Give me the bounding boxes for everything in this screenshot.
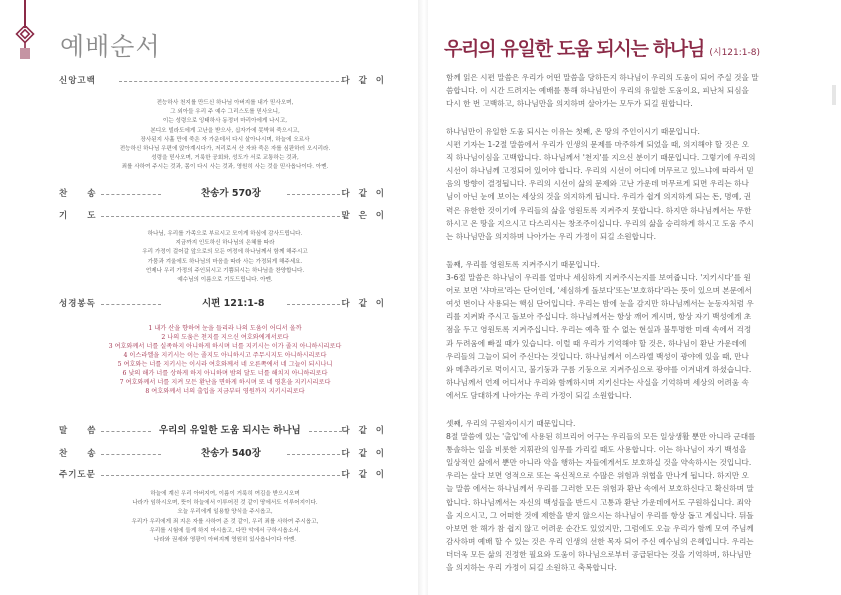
order-row-prayer bbox=[59, 209, 387, 225]
order-row-lords-prayer bbox=[59, 468, 387, 484]
lords-prayer-line: 나라가 임하시오며, 뜻이 하늘에서 이루어진 것 같이 땅에서도 이루어지이다. bbox=[132, 500, 318, 507]
sermon-title-text: 우리의 유일한 도움 되시는 하나님 bbox=[444, 38, 705, 60]
row-label: 주기도문 bbox=[59, 470, 96, 480]
sermon-line: 씀합니다. 이 시간 드려지는 예배를 통해 하나님만이 우리의 유일한 도움이요, 피난처 되심을 bbox=[446, 86, 749, 96]
row-label: 신앙고백 bbox=[59, 76, 96, 86]
sermon-line: 더더욱 모든 삶의 진정한 필요와 도움이 하나님으로부터 공급된다는 것을 기억하며, 하나님만 bbox=[446, 549, 752, 559]
lords-prayer-line: 우리를 시험에 들게 하지 마시옵고, 다만 악에서 구하시옵소서. bbox=[149, 527, 301, 534]
dashed-leader bbox=[119, 81, 344, 82]
sermon-line: 력은 유한한 것이기에 우리들의 삶을 영원토록 지켜주지 못합니다. 하지만 하나님께서는 무한 bbox=[446, 205, 752, 215]
prayer-line: 지금까지 인도하신 하나님의 은혜를 따라 bbox=[175, 240, 275, 247]
row-label: 성경봉독 bbox=[59, 299, 96, 309]
sermon-line: 음의 방향이 결정됩니다. 우리의 시선이 삶의 문제와 고난 가운데 머무르게 되면 우리는 하나 bbox=[446, 179, 749, 189]
page-fold-divider bbox=[418, 0, 428, 595]
row-content: 시편 121:1-8 bbox=[202, 298, 265, 309]
lords-prayer-line: 우리가 우리에게 죄 지은 자를 사하여 준 것 같이, 우리 죄를 사하여 주시옵고, bbox=[131, 518, 319, 525]
sermon-line: 함께 읽은 시편 말씀은 우리가 어떤 말씀을 당하든지 하나님이 우리의 도움이 되어 주실 것을 말 bbox=[446, 73, 759, 82]
sermon-line: 8절 말씀에 있는 '출입'에 사용된 히브리어 어구는 우리들의 모든 일상생활 뿐만 아니라 군대를 bbox=[446, 432, 756, 442]
sermon-line: 과 두려움에 빠질 때가 있습니다. 이럴 때 우리가 기억해야 할 것은, 하나님이 환난 가운데에 bbox=[446, 338, 747, 348]
lords-prayer-text bbox=[75, 490, 375, 545]
sermon-paragraph-second bbox=[446, 258, 796, 402]
creed-line: 장사된지 사흘 만에 죽은 자 가운데서 다시 살아나시며, 하늘에 오르사 bbox=[140, 136, 310, 143]
sermon-line: 하나님께서 언제 어디서나 우리와 함께하시며 지키신다는 사실을 기억하며 세상의 어려움 속 bbox=[446, 377, 749, 387]
sermon-line: 아보면 한 해가 참 쉽지 않고 어려운 순간도 있었지만, 그럼에도 오늘 우리가 함께 모여 주님께 bbox=[446, 523, 754, 533]
sermon-line: 다시 한 번 고백하고, 하나님만을 의지하며 살아가는 모두가 되길 원합니다. bbox=[446, 99, 693, 109]
sermon-line: 우리는 살다 보면 영적으로 또는 육신적으로 수많은 위험과 위협을 만나게 됩니다. 하지만 오 bbox=[446, 471, 749, 481]
lords-prayer-line: 하늘에 계신 우리 아버지여, 이름이 거룩히 여김을 받으시오며 bbox=[150, 491, 300, 497]
prayer-line: 언제나 우리 가정의 주인되시고 기쁨되시는 하나님을 찬양합니다. bbox=[145, 267, 305, 274]
sermon-line: 일상적인 삶에서 뿐만 아니라 악을 행하는 자들에게서도 보호하실 것을 약속하시는 것입니다. bbox=[446, 458, 752, 468]
dashed-leader bbox=[101, 454, 161, 455]
row-participant: 맡 은 이 bbox=[341, 211, 387, 221]
dashed-leader bbox=[287, 454, 345, 455]
sermon-title bbox=[444, 34, 760, 61]
dashed-leader bbox=[287, 304, 345, 305]
psalm-verse: 4 이스라엘을 지키시는 이는 졸지도 아니하시고 주무시지도 아니하시리로다 bbox=[123, 352, 327, 359]
page-edge-tab bbox=[832, 85, 836, 105]
dashed-leader bbox=[101, 304, 161, 305]
sermon-line: 는 하나님만을 의지하며 나아가는 우리 가정이 되길 소원합니다. bbox=[446, 231, 657, 241]
ornament-cord bbox=[24, 0, 26, 28]
row-content: 찬송가 570장 bbox=[201, 188, 261, 199]
sermon-line: 시편 기자는 1-2절 말씀에서 우리가 인생의 문제를 마주하게 되었을 때, 의지해야 할 것은 오 bbox=[446, 140, 749, 150]
psalm-verse: 2 나의 도움은 천지를 지으신 여호와에게서로다 bbox=[161, 334, 289, 341]
prayer-line: 예수님의 이름으로 기도드립니다. 아멘. bbox=[177, 277, 273, 284]
sermon-line: 통솔하는 일을 비롯한 지휘관의 임무를 가리킬 때도 사용합니다. 이는 하나님이 자기 백성을 bbox=[446, 445, 747, 455]
row-participant: 다 같 이 bbox=[341, 470, 387, 480]
sermon-line: 을 지으시고, 그 어떠한 것에 제한을 받지 않으시는 하나님이 우리를 항상 돕고 계십니다. 뒤돌 bbox=[446, 510, 754, 520]
knot-ornament-icon bbox=[14, 26, 36, 60]
creed-line: 본디오 빌라도에게 고난을 받으사, 십자가에 못박혀 죽으시고, bbox=[150, 127, 300, 134]
psalm-verse: 1 내가 산을 향하여 눈을 들리라 나의 도움이 어디서 올까 bbox=[148, 325, 302, 332]
creed-line: 전능하사 천지를 만드신 하나님 아버지를 내가 믿사오며, bbox=[156, 100, 294, 106]
row-participant: 다 같 이 bbox=[341, 426, 387, 436]
sermon-line: 와 메추라기로 먹이시고, 불기둥과 구름 기둥으로 지켜주심으로 광야를 이겨내게 하셨습니다. bbox=[446, 364, 752, 374]
row-content: 우리의 유일한 도움 되시는 하나님 bbox=[159, 425, 301, 436]
sermon-line: 3-6절 말씀은 하나님이 우리를 얼마나 세심하게 지켜주시는지를 보여줍니다. '지키시다'를 원 bbox=[446, 273, 751, 283]
creed-text bbox=[75, 99, 375, 173]
sermon-line: 셋째, 우리의 구원자이시기 때문입니다. bbox=[446, 419, 576, 428]
sermon-line: 님이 아닌 눈에 보이는 세상의 것을 의지하게 됩니다. 우리가 쉽게 의지하게 되는 돈, 명예, 권 bbox=[446, 192, 752, 202]
psalm-verse: 7 여호와께서 너를 지켜 모든 환난을 면하게 하시며 또 네 영혼을 지키시리로다 bbox=[119, 379, 331, 386]
psalm-verse: 6 낮의 해가 너를 상하게 하지 아니하며 밤의 달도 너를 해치지 아니하리로다 bbox=[122, 370, 328, 377]
row-participant: 다 같 이 bbox=[341, 189, 387, 199]
lords-prayer-line: 오늘 우리에게 일용할 양식을 주시옵고, bbox=[177, 509, 273, 516]
sermon-line: 하시고 온 땅을 지으시고 다스리시는 창조주이십니다. 우리의 삶을 승리하게 하시고 도움 주시 bbox=[446, 218, 754, 228]
creed-line: 그 외아들 우리 주 예수 그리스도를 믿사오니, bbox=[170, 109, 280, 116]
psalm-verse: 3 여호와께서 너를 실족하지 아니하게 하시며 너를 지키시는 이가 졸지 아니하시리로다 bbox=[108, 343, 342, 350]
worship-order-page bbox=[0, 0, 415, 595]
row-label: 찬 송 bbox=[59, 189, 97, 199]
sermon-line: 리를 지켜봐 주시고 돌보아 주십니다. 하나님께서는 항상 깨어 계시며, 항상 자기 백성에게 초 bbox=[446, 312, 752, 322]
row-label: 기 도 bbox=[59, 211, 97, 221]
sermon-line: 합니다. 하나님께서는 자신의 백성들을 반드시 고통과 환난 가운데에서도 구원하십니다. 죄악 bbox=[446, 497, 752, 507]
row-participant: 다 같 이 bbox=[341, 449, 387, 459]
sermon-line: 감사하며 예배 할 수 있는 것은 우리 인생의 선한 목자 되어 주신 예수님의 은혜입니다. 우리는 bbox=[446, 536, 754, 546]
order-row-hymn-2 bbox=[59, 447, 387, 463]
sermon-paragraph-third bbox=[446, 417, 796, 574]
dashed-leader bbox=[101, 194, 161, 195]
sermon-paragraph-first bbox=[446, 125, 796, 243]
sermon-line: 을 의지하는 우리 가정이 되길 소원하고 축복합니다. bbox=[446, 563, 617, 573]
row-content: 찬송가 540장 bbox=[201, 448, 261, 459]
dashed-leader bbox=[101, 431, 151, 432]
prayer-line: 우리 가정이 걸어갈 앞으로의 모든 여정에 하나님께서 함께 해주시고 bbox=[142, 249, 308, 256]
dashed-leader bbox=[101, 475, 345, 476]
prayer-line: 가뭄과 겨울에도 하나님의 마음을 따라 사는 가정되게 해주세요. bbox=[147, 258, 303, 265]
prayer-text bbox=[75, 230, 375, 285]
creed-line: 죄를 사하여 주시는 것과, 몸이 다시 사는 것과, 영원히 사는 것을 믿사옵나이다. 아멘. bbox=[121, 164, 329, 171]
sermon-line: 직 하나님이심을 고백합니다. 하나님께서 '천지'를 지으신 분이기 때문입니다. 그렇기에 우리의 bbox=[446, 153, 756, 163]
row-label: 말 씀 bbox=[59, 426, 97, 436]
lords-prayer-line: 나라와 권세와 영광이 아버지께 영원히 있사옵나이다 아멘. bbox=[153, 537, 297, 544]
creed-line: 성령을 믿사오며, 거룩한 공회와, 성도가 서로 교통하는 것과, bbox=[151, 155, 299, 162]
psalm-text bbox=[75, 324, 375, 396]
order-row-confession bbox=[59, 74, 387, 90]
order-row-hymn-1 bbox=[59, 187, 387, 203]
dashed-leader bbox=[101, 216, 345, 217]
sermon-line: 둘째, 우리를 영원토록 지켜주시기 때문입니다. bbox=[446, 260, 600, 269]
sermon-line: 점을 두고 영원토록 지켜주십니다. 우리는 예측 할 수 없는 현실과 불투명한 미래 속에서 걱정 bbox=[446, 325, 752, 335]
sermon-line: 하나님만이 유일한 도움 되시는 이유는 첫째, 온 땅의 주인이시기 때문입니다. bbox=[446, 127, 700, 136]
page-title: 예배순서 bbox=[60, 32, 161, 61]
sermon-line: 시선이 하나님께 고정되어 있어야 합니다. 우리의 시선이 어디에 머무르고 있느냐에 따라서 믿 bbox=[446, 166, 754, 176]
scripture-reference: (시121:1-8) bbox=[709, 48, 760, 58]
sermon-line: 에서도 담대하게 나아가는 우리 가정이 되길 소원합니다. bbox=[446, 390, 632, 400]
row-label: 찬 송 bbox=[59, 449, 97, 459]
order-row-sermon bbox=[59, 424, 387, 440]
sermon-paragraph-intro bbox=[446, 71, 796, 110]
sermon-line: 우리들의 그늘이 되어 주신다는 것입니다. 하나님께서 이스라엘 백성이 광야에 있을 때, 만나 bbox=[446, 351, 749, 361]
sermon-line: 늘 말씀 에서는 하나님께서 우리를 그러한 모든 위험과 환난 속에서 보호하신다고 확신하며 말 bbox=[446, 484, 754, 494]
row-participant: 다 같 이 bbox=[341, 76, 387, 86]
psalm-verse: 5 여호와는 너를 지키시는 이시라 여호와께서 네 오른쪽에서 네 그늘이 되시나니 bbox=[117, 361, 333, 368]
psalm-verse: 8 여호와께서 너의 출입을 지금부터 영원까지 지키시리로다 bbox=[145, 388, 305, 395]
creed-line: 전능하신 하나님 우편에 앉아계시다가, 저리로서 산 자와 죽은 자를 심판하러 오시리라. bbox=[119, 146, 331, 153]
row-participant: 다 같 이 bbox=[341, 299, 387, 309]
creed-line: 이는 성령으로 잉태하사 동정녀 마리아에게 나시고, bbox=[162, 118, 288, 125]
sermon-line: 여섯 번이나 사용되는 핵심 단어입니다. 우리는 밤에 눈을 감지만 하나님께서는 눈동자처럼 우 bbox=[446, 299, 754, 309]
dashed-leader bbox=[287, 194, 345, 195]
sermon-line: 어로 보면 '샤마르'라는 단어인데, '세심하게 돌보다'또는'보호하다'라는 뜻이 있으며 본문에서 bbox=[446, 286, 752, 296]
order-row-reading bbox=[59, 297, 387, 313]
prayer-line: 하나님, 우리를 가족으로 부르시고 모이게 하심에 감사드립니다. bbox=[147, 231, 303, 237]
